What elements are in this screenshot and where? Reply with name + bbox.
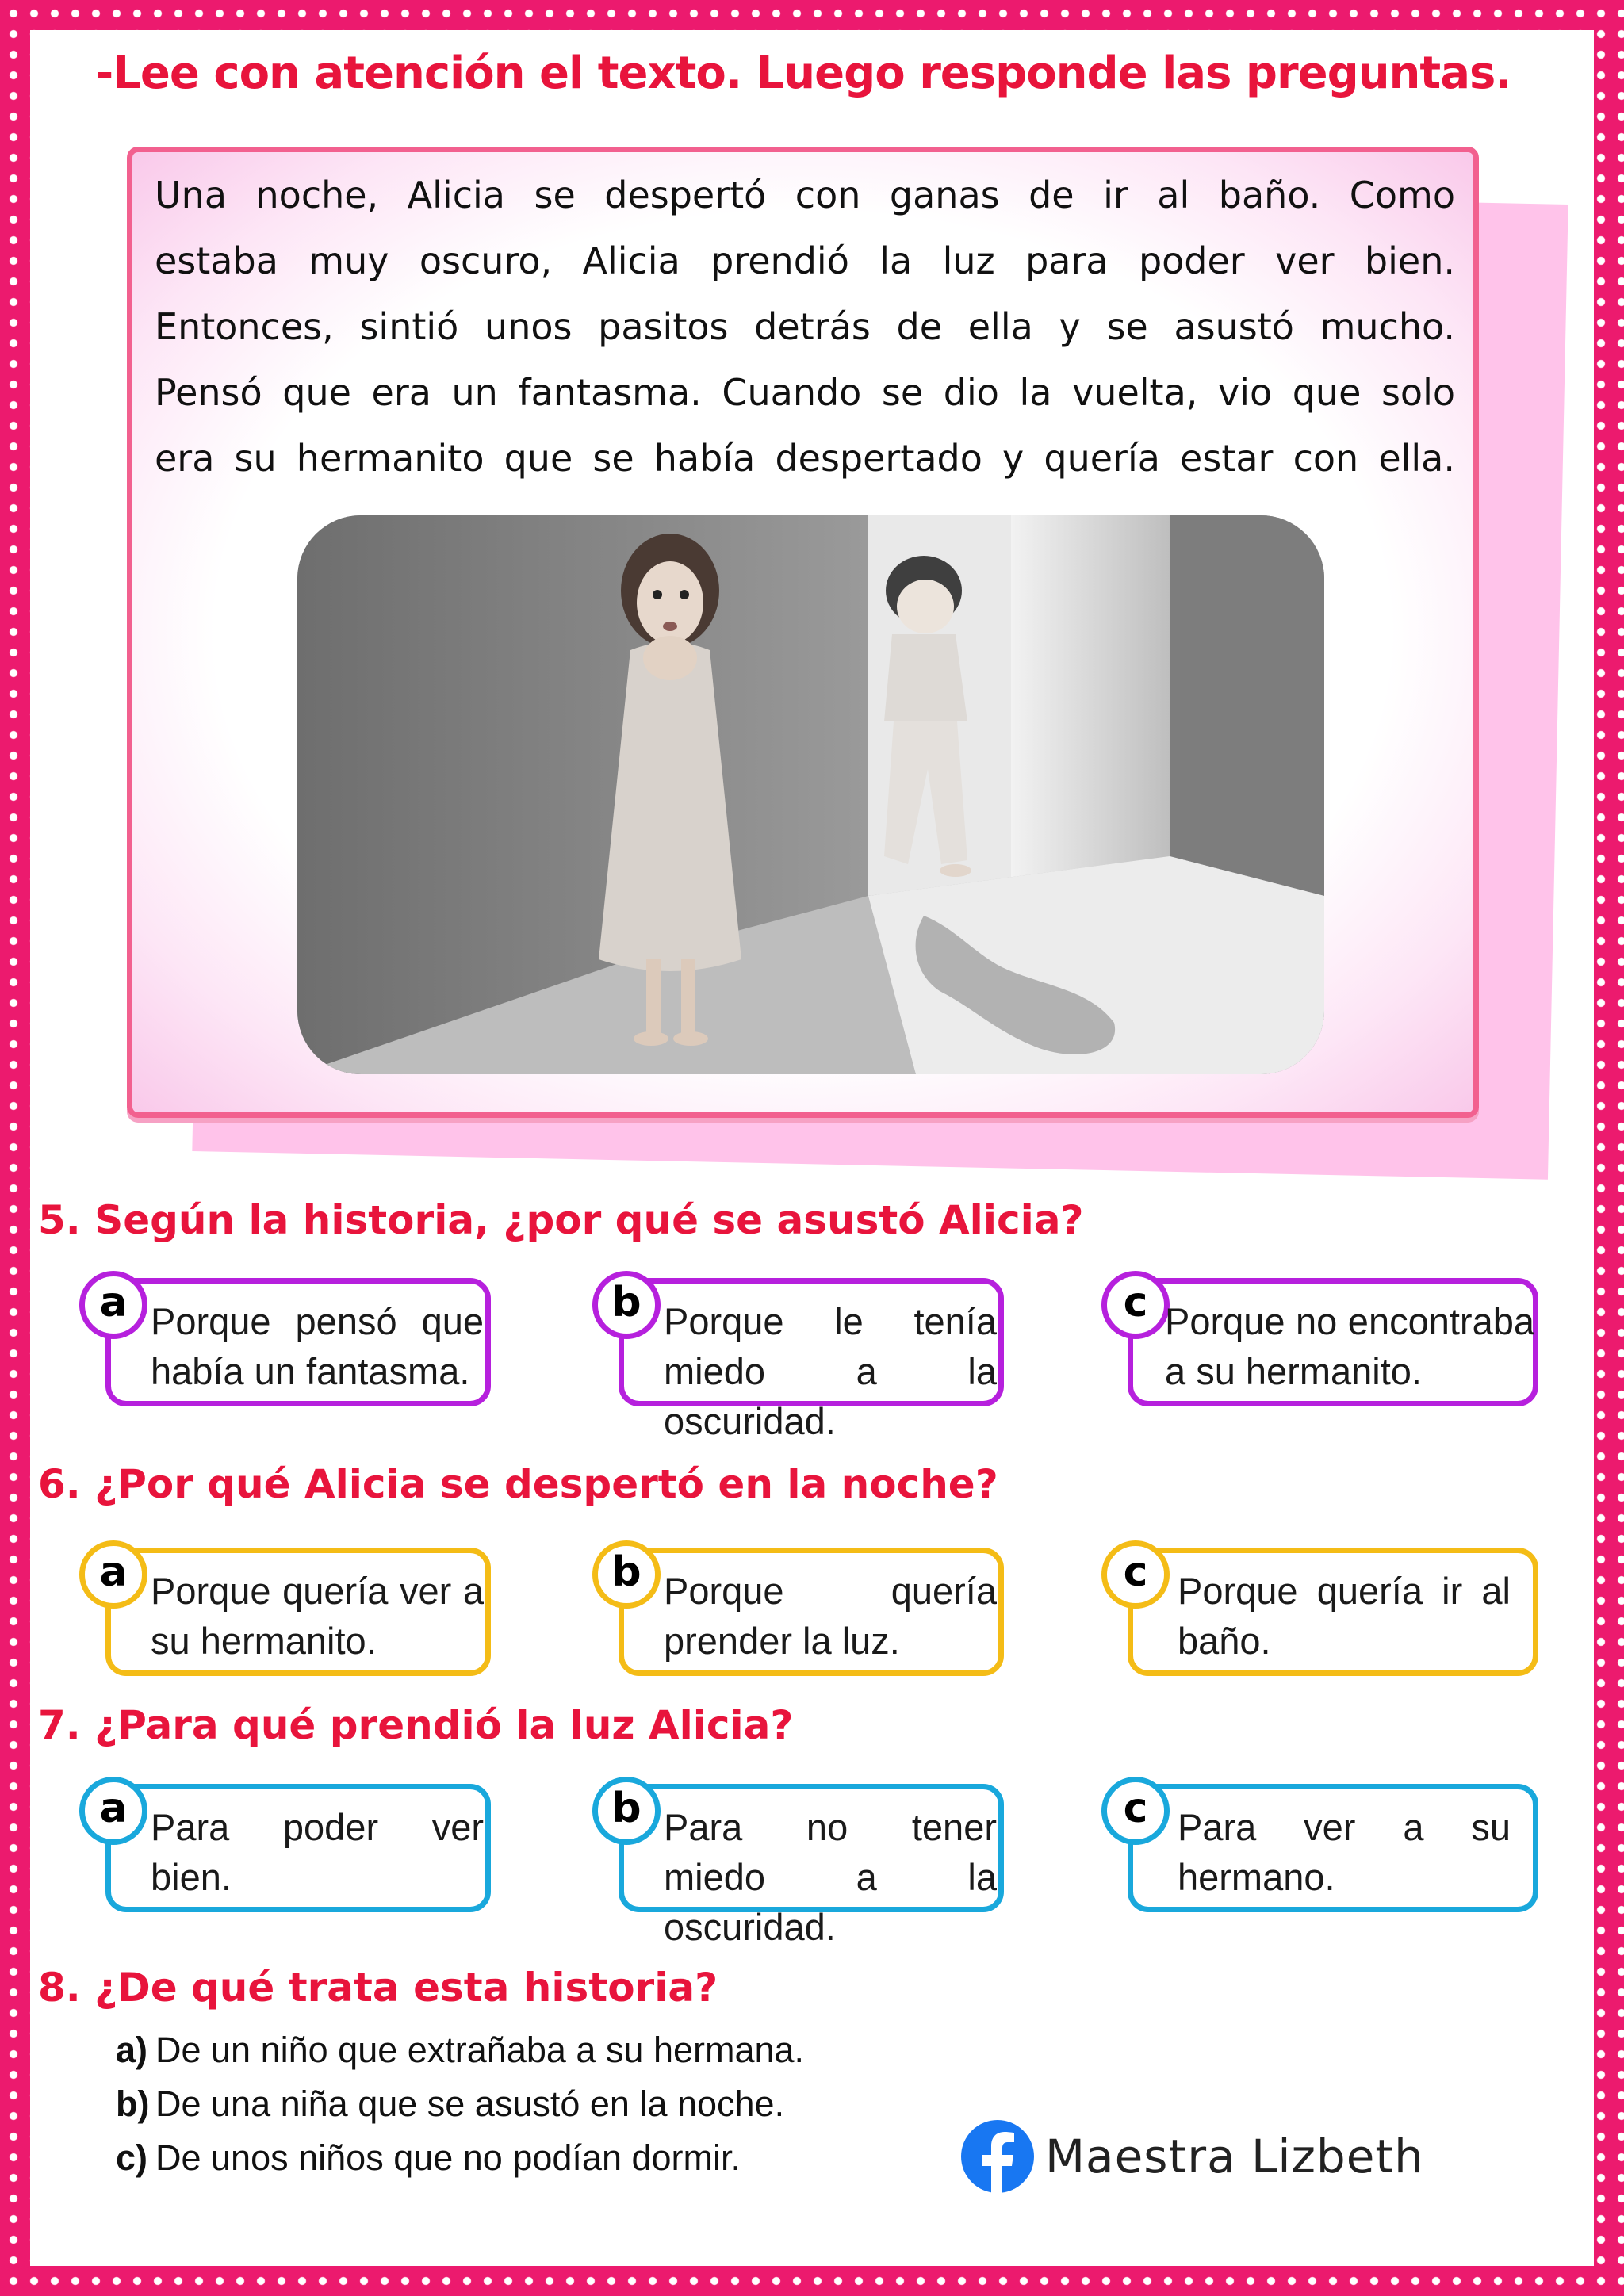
option-letter: c) xyxy=(116,2137,148,2178)
q7-option-c[interactable] xyxy=(1123,1784,1538,1912)
story-line: estaba muy oscuro, Alicia prendió la luz para poder ver bien. xyxy=(155,239,1455,282)
question-5: 5. Según la historia, ¿por qué se asustó Alicia? xyxy=(38,1197,1084,1243)
illustration-drawing xyxy=(297,515,1324,1074)
question-7: 7. ¿Para qué prendió la luz Alicia? xyxy=(38,1702,794,1748)
author-brand xyxy=(959,2118,1424,2195)
option-letter-badge: c xyxy=(1101,1777,1170,1845)
option-text: Porque quería ver a su hermanito. xyxy=(151,1570,484,1662)
option-text: Para ver a su hermano. xyxy=(1178,1806,1511,1898)
question-8: 8. ¿De qué trata esta historia? xyxy=(38,1965,718,2011)
facebook-icon xyxy=(959,2118,1036,2195)
q8-option-b[interactable] xyxy=(116,2084,784,2125)
option-text: Para no tener miedo a la oscuridad. xyxy=(664,1806,997,1948)
option-letter-badge: a xyxy=(79,1540,147,1609)
story-text xyxy=(155,163,1455,492)
q6-option-c[interactable] xyxy=(1123,1548,1538,1676)
option-letter-badge: c xyxy=(1101,1540,1170,1609)
option-letter-badge: a xyxy=(79,1271,147,1339)
story-illustration xyxy=(297,515,1324,1074)
story-line: Pensó que era un fantasma. Cuando se dio la vuelta, vio que solo xyxy=(155,371,1455,414)
option-text: De unos niños que no podían dormir. xyxy=(155,2137,741,2178)
q7-option-b[interactable] xyxy=(611,1784,1004,1948)
option-text: De un niño que extrañaba a su hermana. xyxy=(155,2030,805,2070)
q8-option-a[interactable] xyxy=(116,2030,804,2071)
q6-option-a[interactable] xyxy=(99,1548,491,1676)
option-letter-badge: b xyxy=(592,1777,661,1845)
q5-option-b[interactable] xyxy=(611,1278,1004,1442)
question-6: 6. ¿Por qué Alicia se despertó en la noche? xyxy=(38,1461,998,1507)
q7-option-a[interactable] xyxy=(99,1784,491,1912)
story-line: Una noche, Alicia se despertó con ganas de ir al baño. Como xyxy=(155,174,1455,216)
q5-option-c[interactable] xyxy=(1123,1278,1538,1406)
option-letter-badge: b xyxy=(592,1271,661,1339)
option-text: Para poder ver bien. xyxy=(151,1806,484,1898)
option-text: Porque quería ir al baño. xyxy=(1178,1570,1511,1662)
story-line: era su hermanito que se había despertado y quería estar con ella. xyxy=(155,437,1455,480)
option-letter: b) xyxy=(116,2084,150,2124)
option-text: Porque quería prender la luz. xyxy=(664,1570,997,1662)
option-letter: a) xyxy=(116,2030,148,2070)
story-line: Entonces, sintió unos pasitos detrás de ella y se asustó mucho. xyxy=(155,305,1455,348)
brand-name: Maestra Lizbeth xyxy=(1045,2130,1424,2183)
q8-option-c[interactable] xyxy=(116,2137,741,2179)
option-letter-badge: a xyxy=(79,1777,147,1845)
instruction-heading: -Lee con atención el texto. Luego responde las preguntas. xyxy=(95,48,1511,99)
option-text: De una niña que se asustó en la noche. xyxy=(155,2084,785,2124)
q6-option-b[interactable] xyxy=(611,1548,1004,1676)
option-letter-badge: b xyxy=(592,1540,661,1609)
q5-option-a[interactable] xyxy=(99,1278,491,1406)
option-text: Porque pensó que había un fantasma. xyxy=(151,1300,484,1392)
option-text: Porque le tenía miedo a la oscuridad. xyxy=(664,1300,997,1442)
option-letter-badge: c xyxy=(1101,1271,1170,1339)
option-text: Porque no encontraba a su hermanito. xyxy=(1165,1300,1534,1392)
